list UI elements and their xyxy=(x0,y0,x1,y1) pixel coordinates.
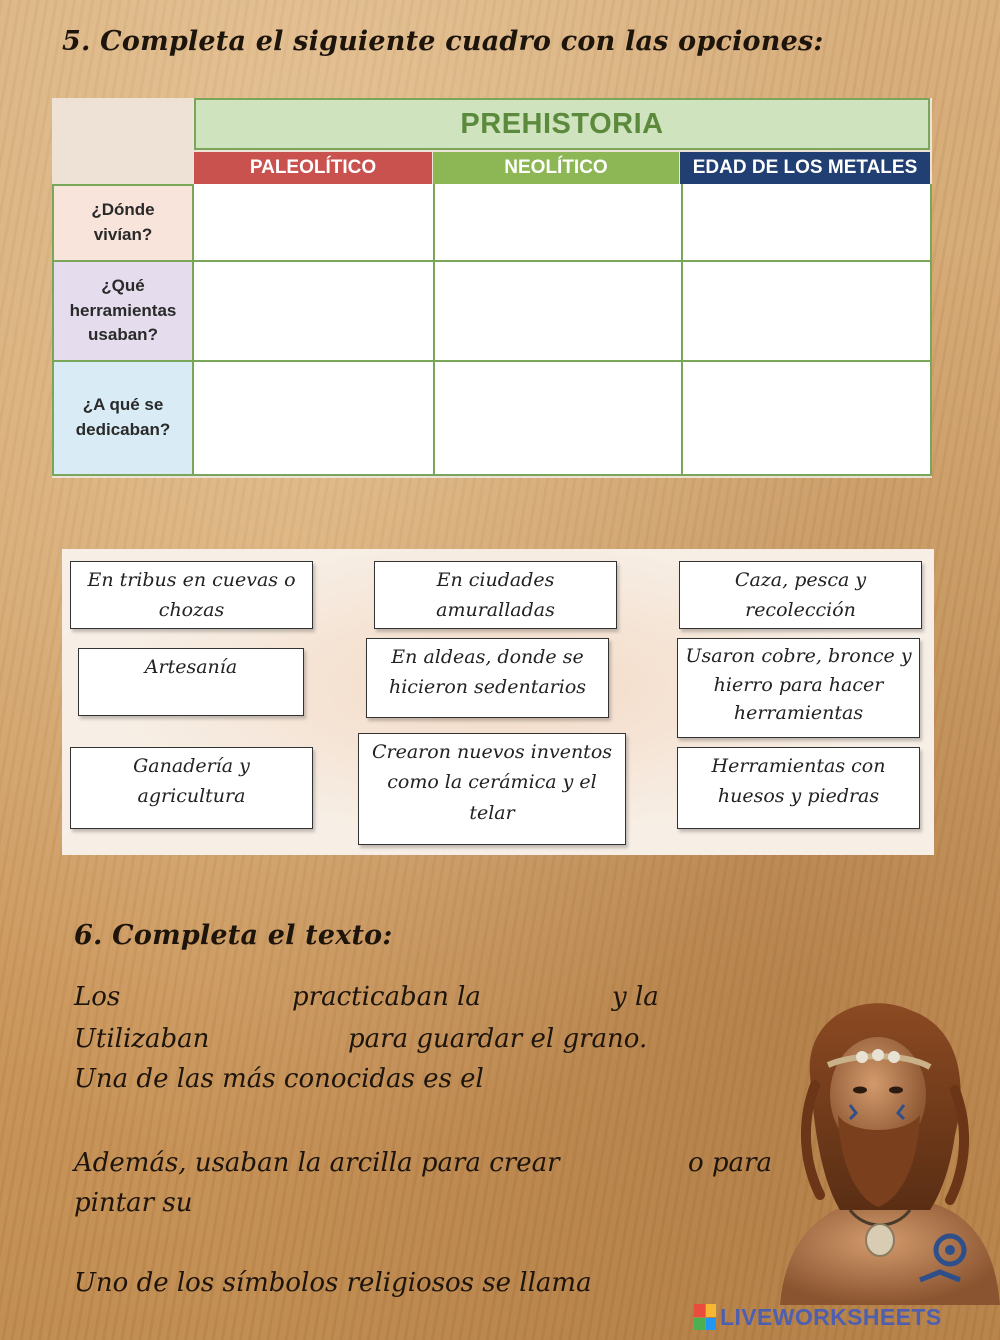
text-line-3: Una de las más conocidas es el xyxy=(74,1064,484,1094)
prehistoric-man-illustration xyxy=(770,995,1000,1305)
text-line-4-end: o para xyxy=(688,1148,772,1178)
text-line-5: pintar su xyxy=(74,1188,193,1218)
liveworksheets-logo-text: LIVEWORKSHEETS xyxy=(720,1303,942,1330)
text-line-2-start: Utilizaban xyxy=(74,1024,210,1054)
option-card[interactable]: Usaron cobre, bronce y hierro para hacer herramientas xyxy=(677,638,920,738)
drop-cell-paleolitico-herramientas[interactable] xyxy=(192,260,433,360)
option-card[interactable]: En aldeas, donde se hicieron sedentarios xyxy=(366,638,609,718)
column-edad-de-los-metales: EDAD DE LOS METALES xyxy=(680,152,930,184)
drop-cell-neolitico-herramientas[interactable] xyxy=(433,260,681,360)
row-que-herramientas: ¿Qué herramientas usaban? xyxy=(54,260,194,360)
table-header-prehistoria: PREHISTORIA xyxy=(194,98,930,150)
option-card[interactable]: En tribus en cuevas o chozas xyxy=(70,561,313,629)
blank-input-6[interactable] xyxy=(206,1188,406,1219)
drop-cell-metales-herramientas[interactable] xyxy=(681,260,930,360)
drop-cell-neolitico-vivian[interactable] xyxy=(433,184,681,260)
blank-input-1[interactable] xyxy=(125,982,285,1013)
row-donde-vivian: ¿Dónde vivían? xyxy=(54,186,194,260)
exercise-6-title: 6. Completa el texto: xyxy=(74,920,393,951)
table-grid xyxy=(52,184,932,476)
options-panel xyxy=(62,549,934,855)
drop-cell-metales-dedicaban[interactable] xyxy=(681,360,930,474)
column-paleolitico: PALEOLÍTICO xyxy=(194,152,432,184)
blank-input-4[interactable] xyxy=(494,1064,754,1095)
text-line-4-start: Además, usaban la arcilla para crear xyxy=(74,1148,560,1178)
prehistory-table xyxy=(52,98,932,478)
option-card[interactable]: Ganadería y agricultura xyxy=(70,747,313,829)
liveworksheets-logo-icon xyxy=(694,1304,716,1330)
drop-cell-paleolitico-dedicaban[interactable] xyxy=(192,360,433,474)
blank-input-2[interactable] xyxy=(492,982,607,1013)
liveworksheets-logo xyxy=(694,1302,942,1332)
blank-input-7[interactable] xyxy=(604,1268,754,1299)
text-line-1-end: y la xyxy=(612,982,659,1012)
blank-input-3[interactable] xyxy=(220,1024,344,1055)
option-card[interactable]: Herramientas con huesos y piedras xyxy=(677,747,920,829)
row-a-que-se-dedicaban: ¿A qué se dedicaban? xyxy=(54,360,194,474)
text-line-1-middle: practicaban la xyxy=(292,982,481,1012)
blank-input-5[interactable] xyxy=(574,1148,682,1179)
option-card[interactable]: En ciudades amuralladas xyxy=(374,561,617,629)
column-neolitico: NEOLÍTICO xyxy=(433,152,679,184)
drop-cell-metales-vivian[interactable] xyxy=(681,184,930,260)
exercise-5-title: 5. Completa el siguiente cuadro con las opciones: xyxy=(62,26,824,57)
option-card[interactable]: Caza, pesca y recolección xyxy=(679,561,922,629)
drop-cell-paleolitico-vivian[interactable] xyxy=(192,184,433,260)
option-card[interactable]: Crearon nuevos inventos como la cerámica y el telar xyxy=(358,733,626,845)
option-card[interactable]: Artesanía xyxy=(78,648,304,716)
drop-cell-neolitico-dedicaban[interactable] xyxy=(433,360,681,474)
text-line-2-end: para guardar el grano. xyxy=(348,1024,648,1054)
text-line-6: Uno de los símbolos religiosos se llama xyxy=(74,1268,592,1298)
text-line-1-start: Los xyxy=(74,982,121,1012)
table-corner xyxy=(52,98,192,184)
